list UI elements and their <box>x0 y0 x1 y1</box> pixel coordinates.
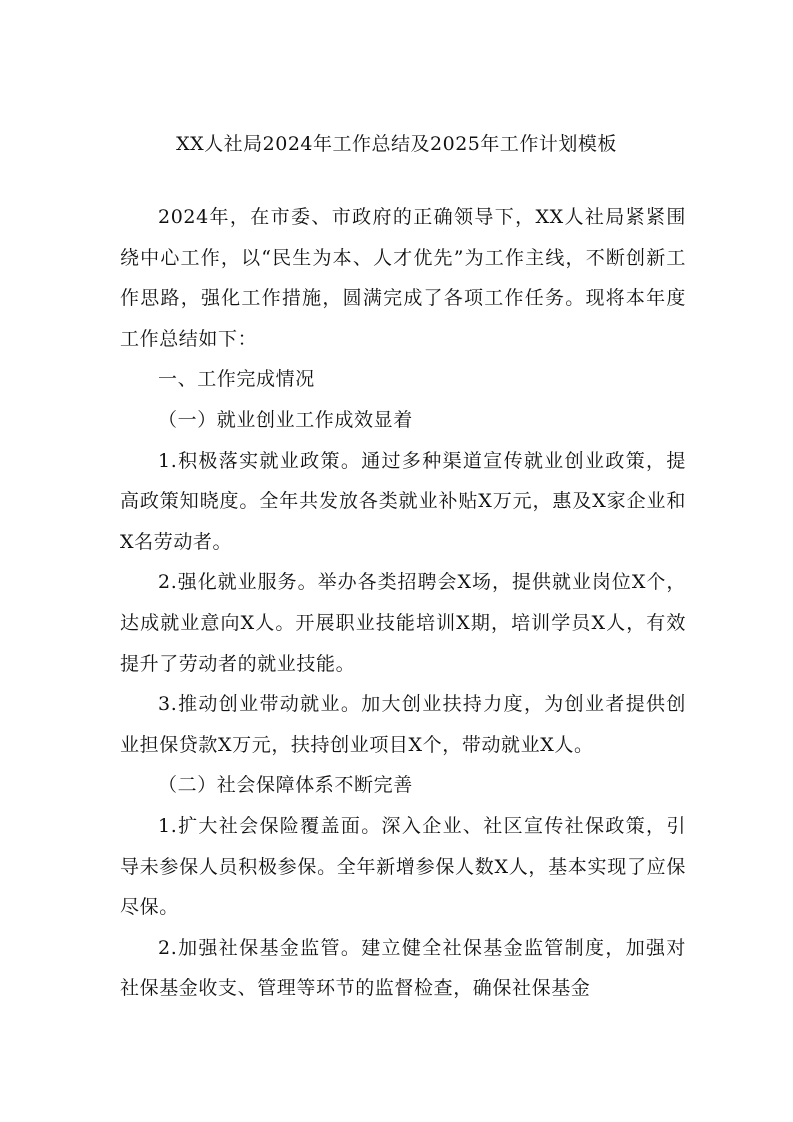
subsection-heading-employment: （一）就业创业工作成效显着 <box>158 408 413 431</box>
intro-paragraph: 2024年，在市委、市政府的正确领导下，XX人社局紧紧围绕中心工作，以“民生为本、人才优先”为工作主线，不断创新工作思路，强化工作措施，圆满完成了各项工作任务。现将本年度工作总结如下： <box>120 206 686 350</box>
paragraph-entrepreneurship: 3.推动创业带动就业。加大创业扶持力度，为创业者提供创业担保贷款X万元，扶持创业项目X个，带动就业X人。 <box>120 693 686 756</box>
paragraph-insurance-coverage: 1.扩大社会保险覆盖面。深入企业、社区宣传社保政策，引导未参保人员积极参保。全年新增参保人数X人，基本实现了应保尽保。 <box>120 814 686 919</box>
paragraph-employment-policy: 1.积极落实就业政策。通过多种渠道宣传就业创业政策，提高政策知晓度。全年共发放各类就业补贴X万元，惠及X家企业和X名劳动者。 <box>120 449 686 553</box>
paragraph-employment-service: 2.强化就业服务。举办各类招聘会X场，提供就业岗位X个，达成就业意向X人。开展职业技能培训X期，培训学员X人，有效提升了劳动者的就业技能。 <box>120 571 686 675</box>
section-heading-work-completion: 一、工作完成情况 <box>158 368 315 391</box>
document-title: XX人社局2024年工作总结及2025年工作计划模板 <box>176 133 617 155</box>
paragraph-fund-supervision: 2.加强社保基金监管。建立健全社保基金监管制度，加强对社保基金收支、管理等环节的监督检查，确保社保基金 <box>120 936 686 1000</box>
document-body <box>120 197 686 1009</box>
subsection-heading-social-security: （二）社会保障体系不断完善 <box>158 774 413 797</box>
